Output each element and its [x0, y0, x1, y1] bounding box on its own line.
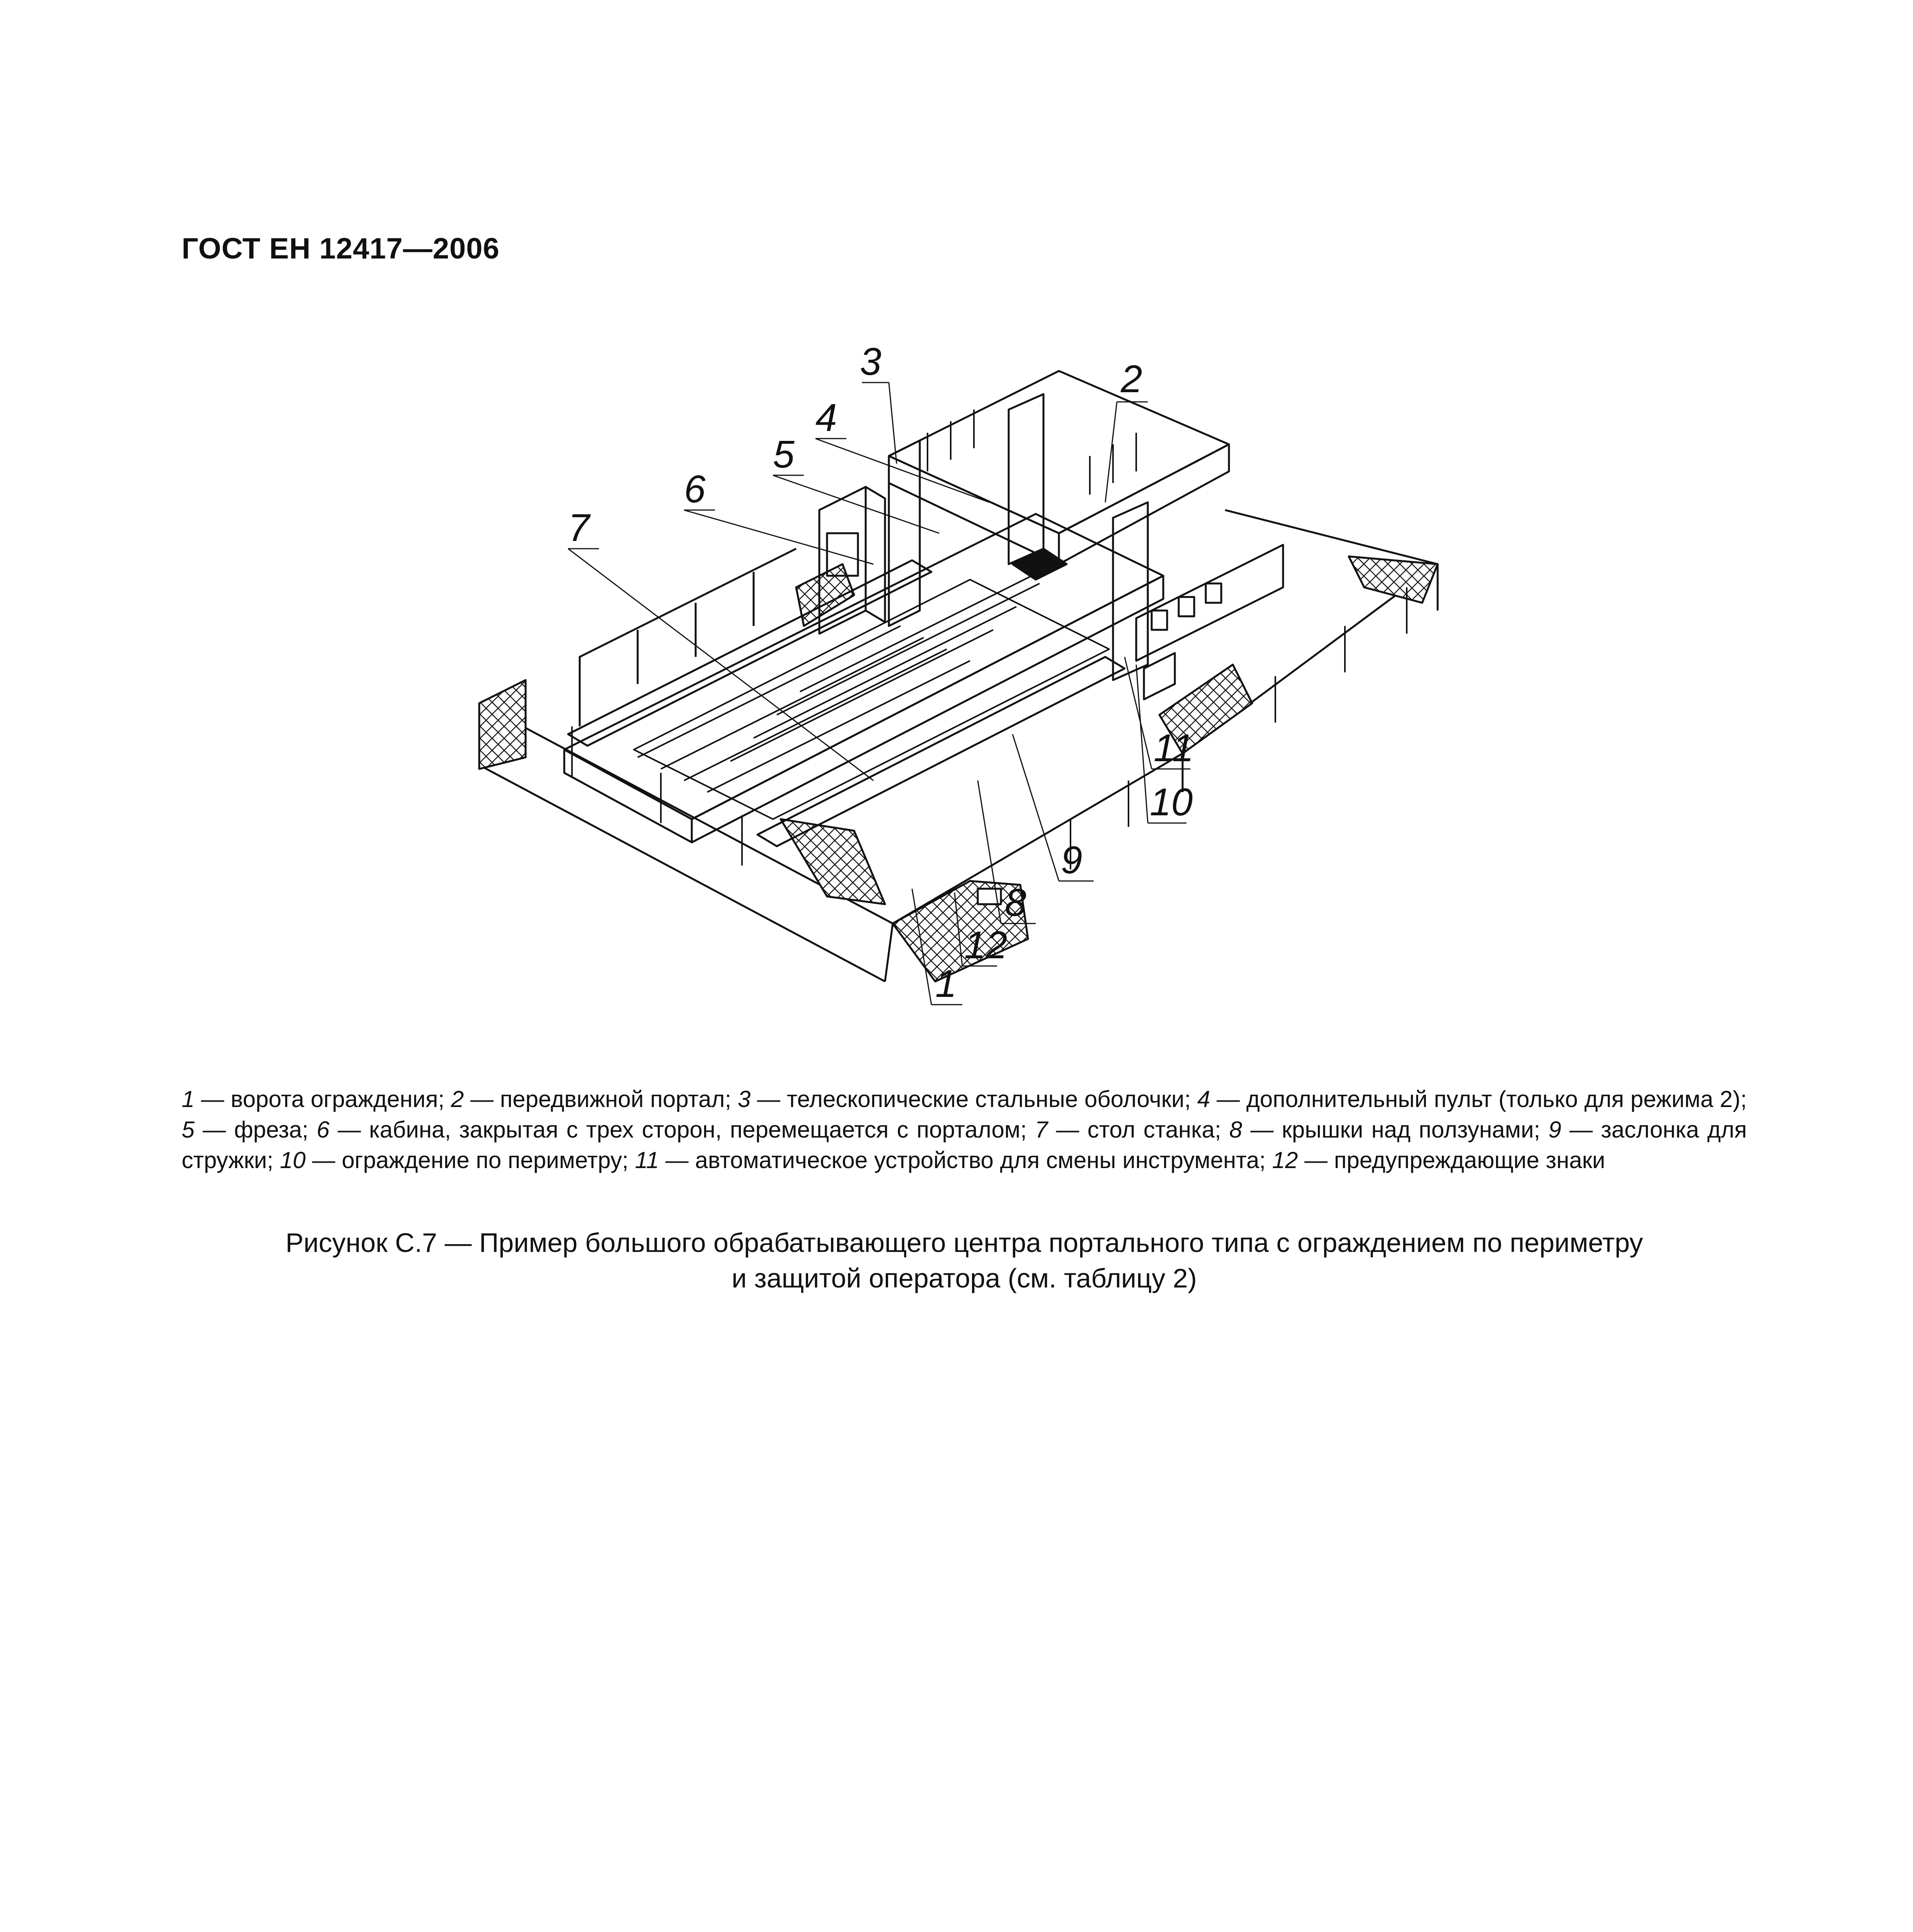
fence-mesh-panel	[781, 819, 885, 904]
callout-2: 2	[1121, 357, 1142, 401]
callout-7: 7	[568, 506, 590, 549]
fence-mesh-panel	[1349, 556, 1438, 603]
spindle-head	[1009, 394, 1043, 564]
callout-3: 3	[860, 340, 882, 383]
caption-line-1: Рисунок С.7 — Пример большого обрабатывающего центра портального типа с ограждением по периметру	[285, 1228, 1643, 1258]
callout-8: 8	[1005, 881, 1026, 924]
callout-9: 9	[1061, 838, 1082, 882]
figure-caption	[182, 1225, 1747, 1296]
caption-line-2: и защитой оператора (см. таблицу 2)	[732, 1263, 1197, 1294]
callout-4: 4	[815, 396, 837, 439]
callout-5: 5	[773, 433, 795, 476]
callout-11: 11	[1154, 726, 1194, 770]
perimeter-fence	[479, 510, 1438, 923]
callout-10: 10	[1150, 781, 1193, 824]
machining-center-figure	[456, 317, 1499, 1043]
figure-legend: 1 — ворота ограждения; 2 — передвижной портал; 3 — телескопические стальные оболочки; 4 — дополнительный пульт (только для режима 2); 5 — фреза; 6 — кабина, закрытая с трех сторон, перемещается с порталом; 7 — стол станка; 8 — крышки над ползунами; 9 — заслонка для стружки; 10 — ограждение по периметру; 11 — автоматическое устройство для смены инструмента; 12 — предупреждающие знаки	[182, 1086, 1747, 1173]
callout-1: 1	[935, 962, 957, 1005]
portal-column-right	[1113, 502, 1148, 680]
fence-mesh-panel	[479, 680, 526, 769]
callout-12: 12	[964, 923, 1008, 967]
callout-6: 6	[684, 468, 706, 511]
document-header: ГОСТ ЕН 12417—2006	[182, 232, 500, 265]
portal-beam	[889, 371, 1229, 533]
